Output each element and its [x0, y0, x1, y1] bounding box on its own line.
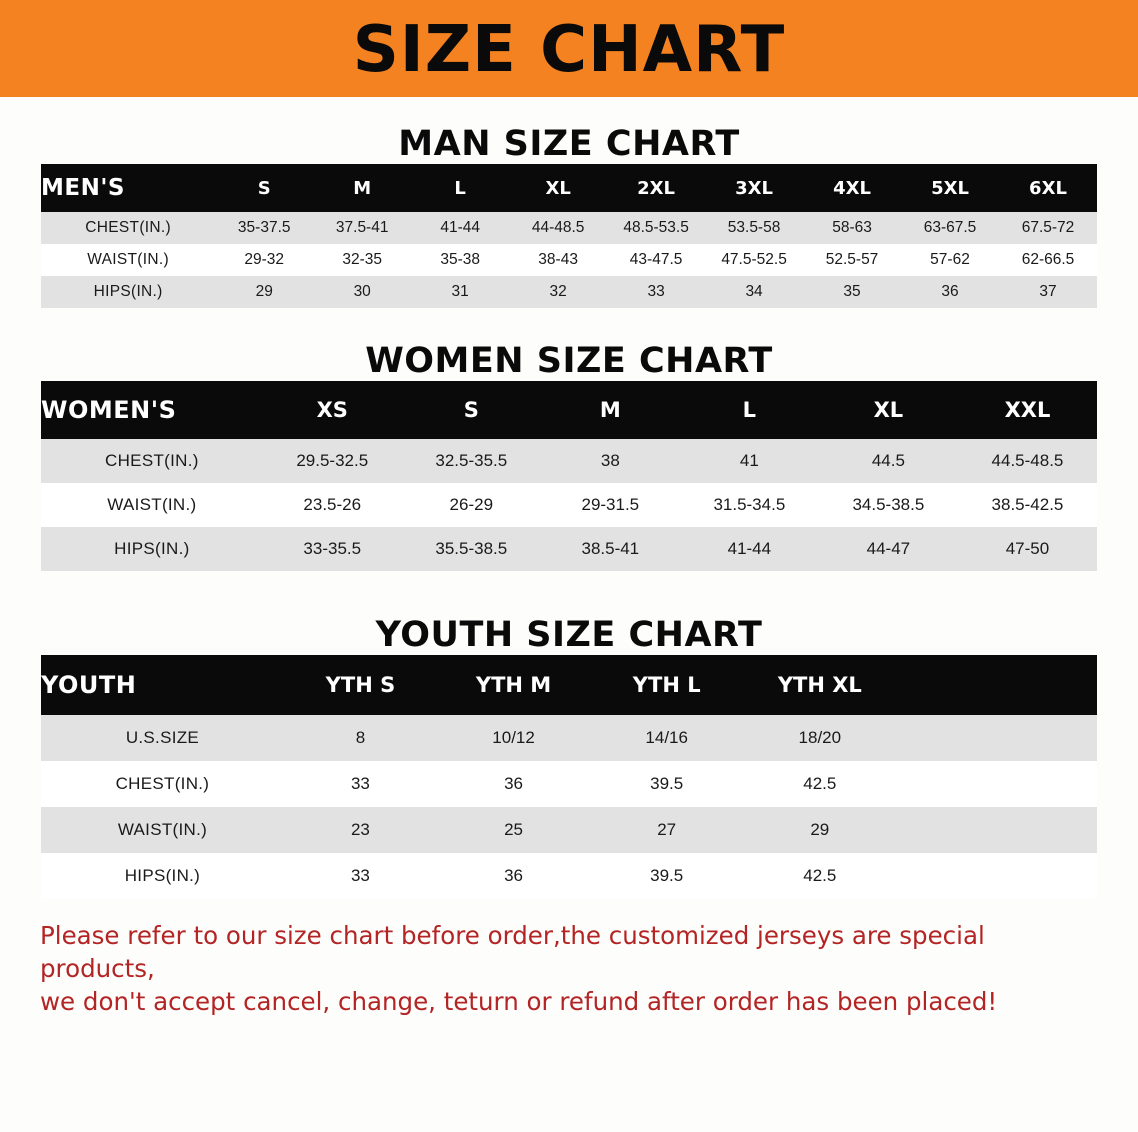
table-cell: 43-47.5: [607, 244, 705, 276]
table-cell: 39.5: [590, 761, 743, 807]
column-header: WOMEN'S: [41, 381, 263, 439]
column-header: MEN'S: [41, 164, 215, 212]
table-row: [41, 807, 1097, 853]
youth-table-wrapper: [41, 655, 1097, 899]
column-header: M: [541, 381, 680, 439]
table-cell: 38.5-42.5: [958, 483, 1097, 527]
table-cell: 29-32: [215, 244, 313, 276]
row-header: WAIST(IN.): [41, 807, 284, 853]
table-cell: 33: [284, 853, 437, 899]
table-row: [41, 439, 1097, 483]
page-title: SIZE CHART: [352, 12, 786, 87]
table-cell: 44-48.5: [509, 212, 607, 244]
table-cell: 48.5-53.5: [607, 212, 705, 244]
table-cell: 35-37.5: [215, 212, 313, 244]
table-cell: 36: [901, 276, 999, 308]
table-cell: 10/12: [437, 715, 590, 761]
row-header: CHEST(IN.): [41, 212, 215, 244]
table-cell: 58-63: [803, 212, 901, 244]
column-header: YTH M: [437, 655, 590, 715]
table-cell: 35-38: [411, 244, 509, 276]
table-cell: 18/20: [743, 715, 896, 761]
column-header: YTH L: [590, 655, 743, 715]
column-header-spacer: [896, 655, 1097, 715]
women-section-title: WOMEN SIZE CHART: [365, 341, 773, 381]
column-header: S: [402, 381, 541, 439]
table-cell: 38.5-41: [541, 527, 680, 571]
column-header: L: [411, 164, 509, 212]
table-cell: 33-35.5: [263, 527, 402, 571]
table-cell: 67.5-72: [999, 212, 1097, 244]
table-cell: 39.5: [590, 853, 743, 899]
table-row: [41, 761, 1097, 807]
column-header: XS: [263, 381, 402, 439]
table-row: [41, 715, 1097, 761]
header-banner: [0, 0, 1138, 97]
table-cell: 25: [437, 807, 590, 853]
table-row: [41, 276, 1097, 308]
table-cell: 42.5: [743, 761, 896, 807]
table-cell-spacer: [896, 853, 1097, 899]
table-cell: 34.5-38.5: [819, 483, 958, 527]
disclaimer-line-1: Please refer to our size chart before order,the customized jerseys are special products,: [40, 921, 985, 984]
table-cell: 29-31.5: [541, 483, 680, 527]
table-cell: 37: [999, 276, 1097, 308]
column-header: YTH XL: [743, 655, 896, 715]
table-cell: 44-47: [819, 527, 958, 571]
table-cell: 41: [680, 439, 819, 483]
column-header: 5XL: [901, 164, 999, 212]
column-header: L: [680, 381, 819, 439]
column-header: 4XL: [803, 164, 901, 212]
column-header: XL: [819, 381, 958, 439]
table-cell: 32-35: [313, 244, 411, 276]
table-cell: 47.5-52.5: [705, 244, 803, 276]
table-cell: 41-44: [411, 212, 509, 244]
table-cell: 37.5-41: [313, 212, 411, 244]
table-cell: 23.5-26: [263, 483, 402, 527]
table-cell: 14/16: [590, 715, 743, 761]
table-cell: 27: [590, 807, 743, 853]
women-size-table: [41, 381, 1097, 571]
table-cell: 47-50: [958, 527, 1097, 571]
table-row: [41, 853, 1097, 899]
table-cell: 29.5-32.5: [263, 439, 402, 483]
table-cell: 36: [437, 761, 590, 807]
table-cell-spacer: [896, 715, 1097, 761]
disclaimer-line-2: we don't accept cancel, change, teturn or refund after order has been placed!: [40, 987, 998, 1017]
column-header: 6XL: [999, 164, 1097, 212]
table-cell: 8: [284, 715, 437, 761]
table-cell-spacer: [896, 761, 1097, 807]
column-header: YTH S: [284, 655, 437, 715]
table-cell: 31.5-34.5: [680, 483, 819, 527]
table-header-row: [41, 381, 1097, 439]
table-cell-spacer: [896, 807, 1097, 853]
table-cell: 23: [284, 807, 437, 853]
row-header: U.S.SIZE: [41, 715, 284, 761]
table-header-row: [41, 164, 1097, 212]
table-row: [41, 212, 1097, 244]
table-cell: 35: [803, 276, 901, 308]
table-cell: 31: [411, 276, 509, 308]
table-cell: 35.5-38.5: [402, 527, 541, 571]
table-cell: 57-62: [901, 244, 999, 276]
table-cell: 34: [705, 276, 803, 308]
table-cell: 44.5-48.5: [958, 439, 1097, 483]
table-cell: 38: [541, 439, 680, 483]
column-header: M: [313, 164, 411, 212]
table-cell: 33: [284, 761, 437, 807]
column-header: 3XL: [705, 164, 803, 212]
row-header: CHEST(IN.): [41, 761, 284, 807]
man-section-title: MAN SIZE CHART: [398, 124, 740, 164]
row-header: HIPS(IN.): [41, 276, 215, 308]
table-header-row: [41, 655, 1097, 715]
row-header: CHEST(IN.): [41, 439, 263, 483]
youth-size-table: [41, 655, 1097, 899]
table-cell: 38-43: [509, 244, 607, 276]
table-row: [41, 527, 1097, 571]
column-header: S: [215, 164, 313, 212]
row-header: HIPS(IN.): [41, 527, 263, 571]
row-header: WAIST(IN.): [41, 244, 215, 276]
table-cell: 62-66.5: [999, 244, 1097, 276]
column-header: XXL: [958, 381, 1097, 439]
man-size-table: [41, 164, 1097, 308]
row-header: HIPS(IN.): [41, 853, 284, 899]
column-header: 2XL: [607, 164, 705, 212]
table-cell: 36: [437, 853, 590, 899]
table-cell: 30: [313, 276, 411, 308]
table-cell: 42.5: [743, 853, 896, 899]
disclaimer-note: [40, 919, 1098, 1018]
table-cell: 63-67.5: [901, 212, 999, 244]
table-cell: 32.5-35.5: [402, 439, 541, 483]
table-row: [41, 244, 1097, 276]
table-cell: 33: [607, 276, 705, 308]
column-header: XL: [509, 164, 607, 212]
table-cell: 29: [215, 276, 313, 308]
table-cell: 32: [509, 276, 607, 308]
youth-section-title: YOUTH SIZE CHART: [375, 615, 763, 655]
table-row: [41, 483, 1097, 527]
table-cell: 44.5: [819, 439, 958, 483]
table-cell: 41-44: [680, 527, 819, 571]
table-cell: 53.5-58: [705, 212, 803, 244]
man-table-wrapper: [41, 164, 1097, 308]
table-cell: 26-29: [402, 483, 541, 527]
women-table-wrapper: [41, 381, 1097, 571]
column-header: YOUTH: [41, 655, 284, 715]
table-cell: 52.5-57: [803, 244, 901, 276]
table-cell: 29: [743, 807, 896, 853]
row-header: WAIST(IN.): [41, 483, 263, 527]
